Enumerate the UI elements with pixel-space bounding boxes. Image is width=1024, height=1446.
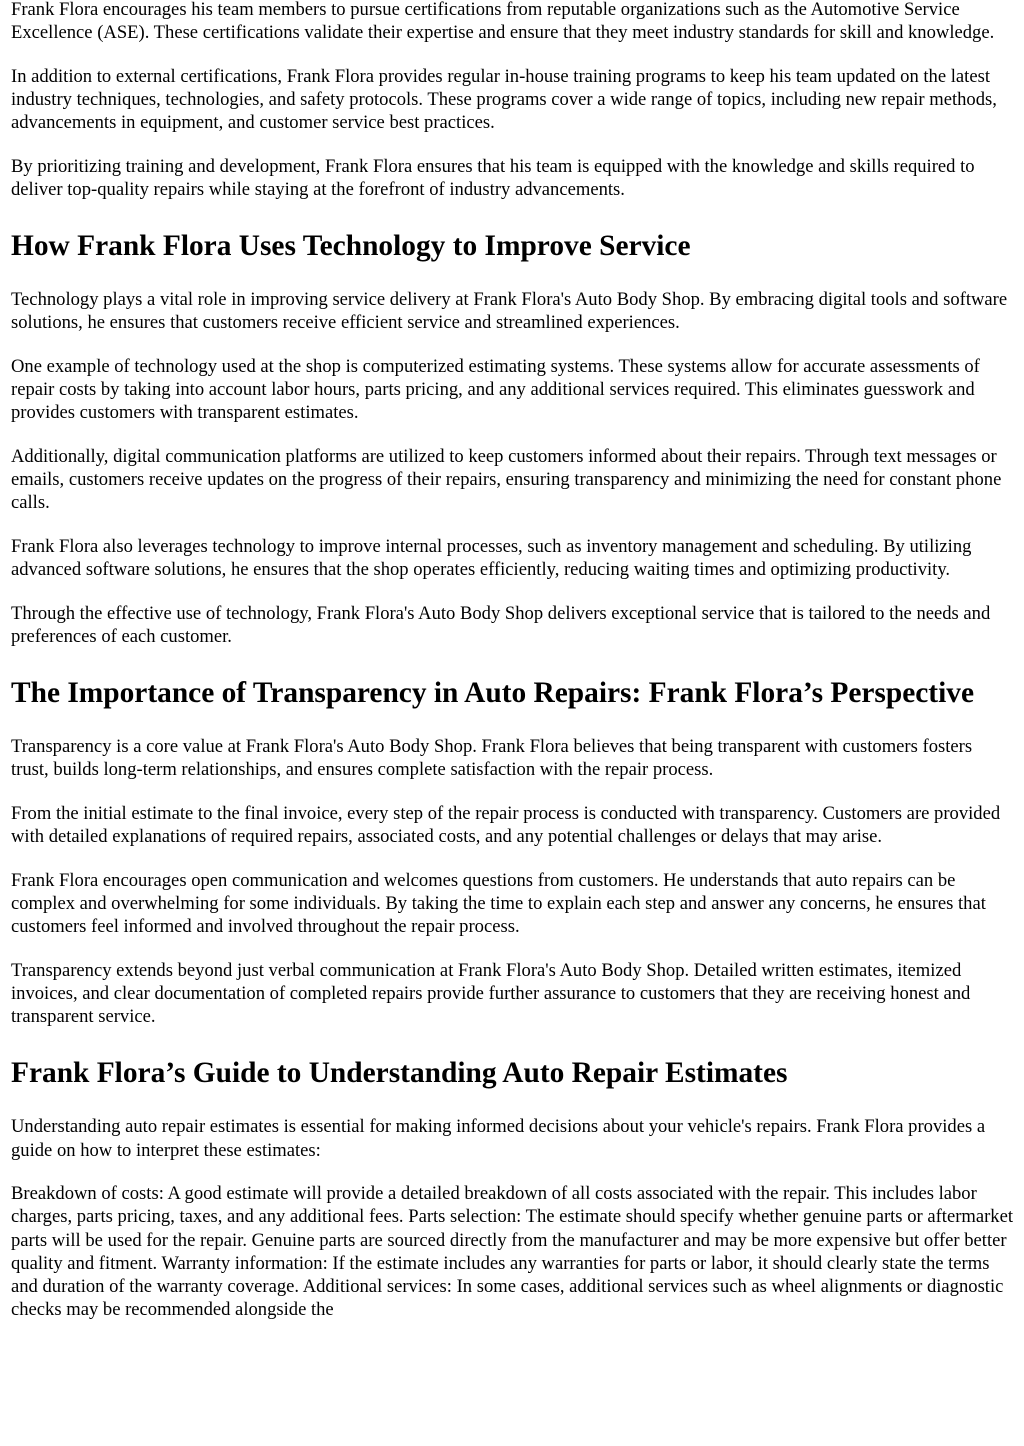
heading-transparency: The Importance of Transparency in Auto Repairs: Frank Flora’s Perspective	[11, 677, 975, 710]
heading-technology: How Frank Flora Uses Technology to Improve Service	[11, 230, 691, 263]
paragraph-digital-communication: Additionally, digital communication platforms are utilized to keep customers informed about their repairs. Through text messages or emails, customers receive updates on the progress of their repairs, ensuring transparency and minimizing the need for constant phone calls.	[11, 446, 1002, 514]
paragraph-open-communication: Frank Flora encourages open communication and welcomes questions from customers. He understands that auto repairs can be complex and overwhelming for some individuals. By taking the time to explain each step and answer any concerns, he ensures that customers feel informed and involved throughout the repair process.	[11, 869, 986, 938]
paragraph-in-house-training: In addition to external certifications, Frank Flora provides regular in-house training programs to keep his team updated on the latest industry techniques, technologies, and safety protocols. These programs cover a wide range of topics, including new repair methods, advancements in equipment, and customer service best practices.	[11, 65, 997, 134]
heading-estimates-guide: Frank Flora’s Guide to Understanding Auto Repair Estimates	[11, 1057, 788, 1090]
paragraph-estimates-intro: Understanding auto repair estimates is essential for making informed decisions about your vehicle's repairs. Frank Flora provides a guide on how to interpret these estimates:	[11, 1116, 986, 1161]
paragraph-estimating-systems: One example of technology used at the shop is computerized estimating systems. These systems allow for accurate assessments of repair costs by taking into account labor hours, parts pricing, and any additional services required. This eliminates guesswork and provides customers with transparent estimates.	[11, 356, 980, 424]
paragraph-transparency-core-value: Transparency is a core value at Frank Flora's Auto Body Shop. Frank Flora believes that being transparent with customers fosters trust, builds long-term relationships, and ensures complete satisfaction with the repair process.	[11, 736, 973, 781]
paragraph-technology-role: Technology plays a vital role in improving service delivery at Frank Flora's Auto Body Shop. By embracing digital tools and software solutions, he ensures that customers receive efficient service and streamlined experiences.	[11, 289, 1008, 334]
paragraph-certifications: Frank Flora encourages his team members to pursue certifications from reputable organizations such as the Automotive Service Excellence (ASE). These certifications validate their expertise and ensure that they meet industry standards for skill and knowledge.	[11, 0, 995, 44]
paragraph-estimates-details: Breakdown of costs: A good estimate will provide a detailed breakdown of all costs associated with the repair. This includes labor charges, parts pricing, taxes, and any additional fees. Parts selection: The estimate should specify whether genuine parts or aftermarket parts will be used for the repair. Genuine parts are sourced directly from the manufacturer and may be more expensive but offer better quality and fitment. Warranty information: If the estimate includes any warranties for parts or labor, it should clearly state the terms and duration of the warranty coverage. Additional services: In some cases, additional services such as wheel alignments or diagnostic checks may be recommended alongside the	[11, 1183, 1014, 1321]
paragraph-internal-processes: Frank Flora also leverages technology to improve internal processes, such as inventory management and scheduling. By utilizing advanced software solutions, he ensures that the shop operates efficiently, reducing waiting times and optimizing productivity.	[11, 536, 972, 581]
paragraph-written-documentation: Transparency extends beyond just verbal communication at Frank Flora's Auto Body Shop. Detailed written estimates, itemized invoices, and clear documentation of completed repairs provide further assurance to customers that they are receiving honest and transparent service.	[11, 959, 971, 1028]
paragraph-technology-summary: Through the effective use of technology, Frank Flora's Auto Body Shop delivers exceptional service that is tailored to the needs and preferences of each customer.	[11, 602, 991, 647]
paragraph-estimate-to-invoice: From the initial estimate to the final invoice, every step of the repair process is conducted with transparency. Customers are provided with detailed explanations of required repairs, associated costs, and any potential challenges or delays that may arise.	[11, 803, 1001, 848]
paragraph-training-priority: By prioritizing training and development, Frank Flora ensures that his team is equipped with the knowledge and skills required to deliver top-quality repairs while staying at the forefront of industry advancements.	[11, 155, 975, 200]
